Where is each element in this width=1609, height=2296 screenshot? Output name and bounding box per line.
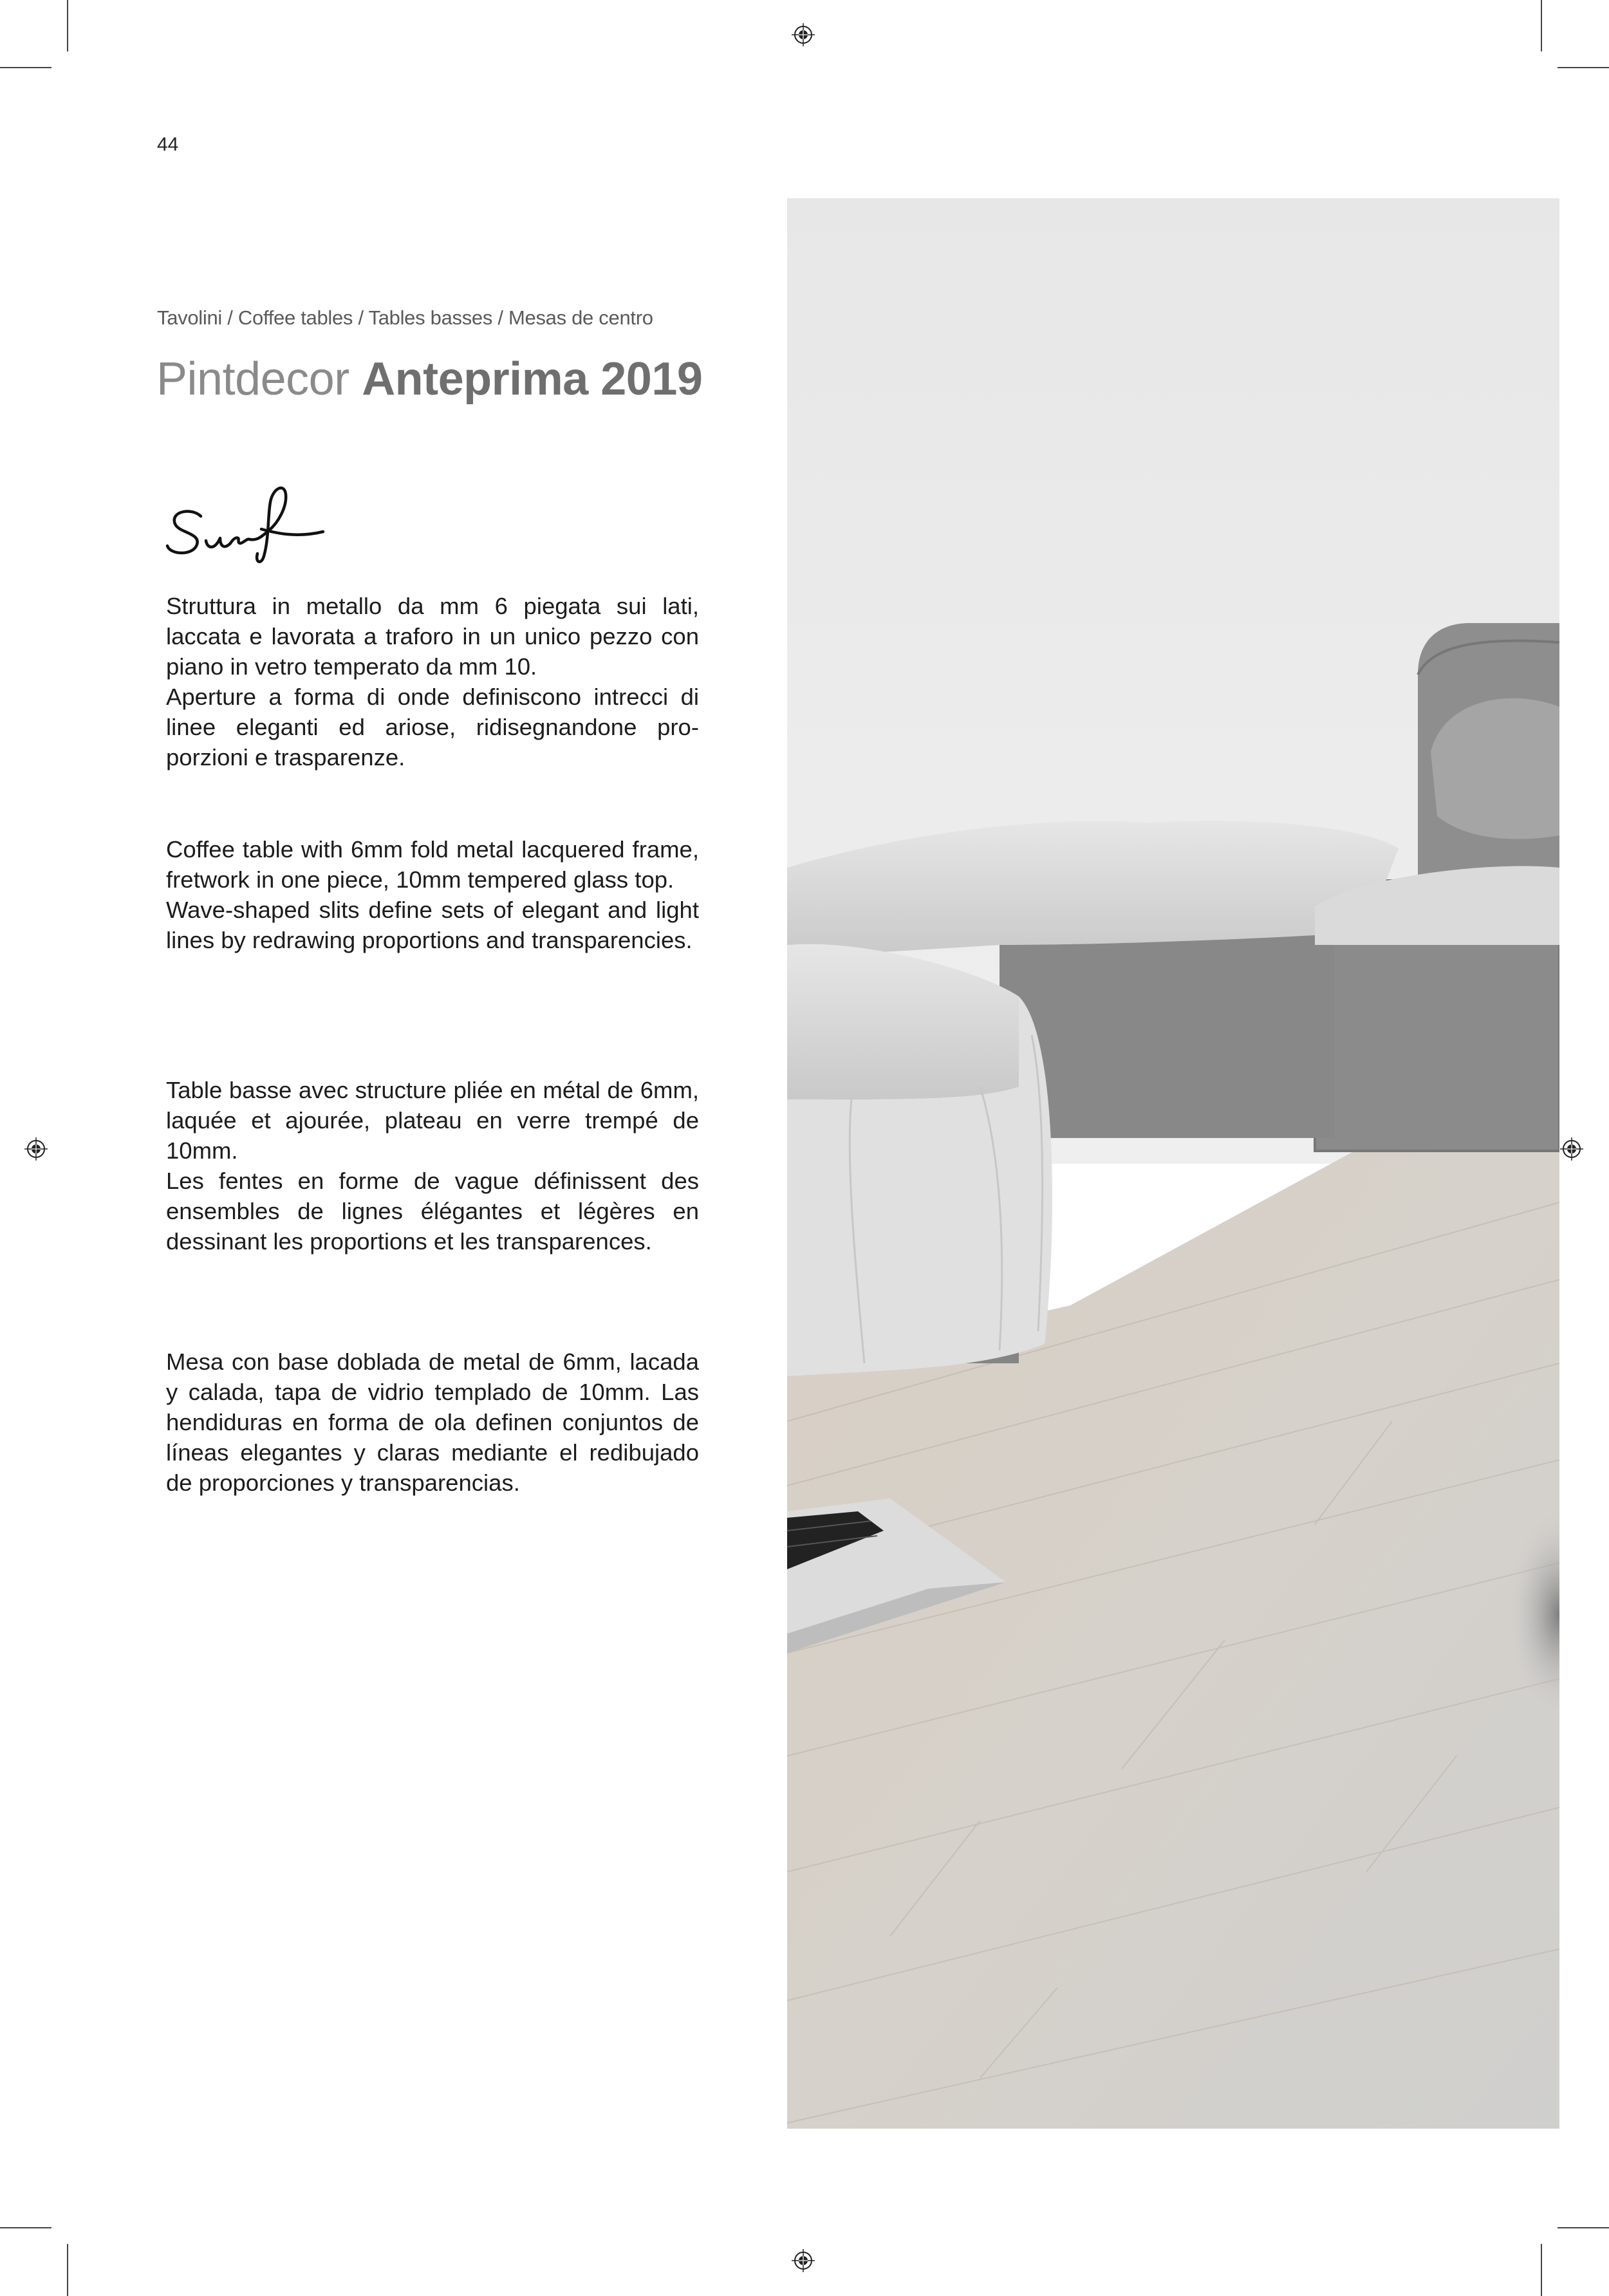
registration-mark-icon (1560, 1137, 1583, 1161)
registration-mark-icon (792, 2249, 815, 2272)
description-spanish (166, 1347, 699, 1498)
room-photo (787, 198, 1559, 2129)
product-name-signature (161, 476, 354, 566)
description-italian (166, 591, 699, 772)
description-paragraph: Coffee table with 6mm fold metal lacquered frame, fretwork in one piece, 10mm tempered glass top. (166, 836, 699, 893)
page-title (156, 353, 702, 406)
registration-mark-icon (24, 1137, 48, 1161)
description-paragraph: Les fentes en forme de vague définissent des ensembles de lignes élégantes et légères en dessinant les proportions et les transparences. (166, 1168, 699, 1255)
description-paragraph: Table basse avec structure pliée en métal de 6mm, laquée et ajourée, plateau en verre trempé de 10mm. (166, 1077, 699, 1164)
registration-mark-icon (792, 23, 815, 46)
description-paragraph: Mesa con base doblada de metal de 6mm, lacada y calada, tapa de vidrio templado de 10mm. Las hendiduras en forma de ola definen conjuntos de líneas elegantes y claras mediante el redibujado de proporciones y transparencias. (166, 1349, 699, 1496)
brand-name: Pintdecor (156, 353, 349, 405)
page-number: 44 (157, 134, 179, 155)
description-french (166, 1075, 699, 1256)
category-breadcrumb: Tavolini / Coffee tables / Tables basses / Mesas de centro (157, 306, 653, 329)
description-paragraph: Wave-shaped slits define sets of elegant and light lines by redrawing proportions and transparencies. (166, 897, 699, 953)
description-paragraph: Aperture a forma di onde definiscono intrecci di linee eleganti ed ariose, ridisegnandone proporzioni e trasparenze. (166, 684, 699, 770)
collection-name: Anteprima 2019 (362, 353, 703, 405)
description-english (166, 834, 699, 955)
description-paragraph: Struttura in metallo da mm 6 piegata sui lati, laccata e lavorata a traforo in un unico pezzo con piano in vetro temperato da mm 10. (166, 593, 699, 680)
